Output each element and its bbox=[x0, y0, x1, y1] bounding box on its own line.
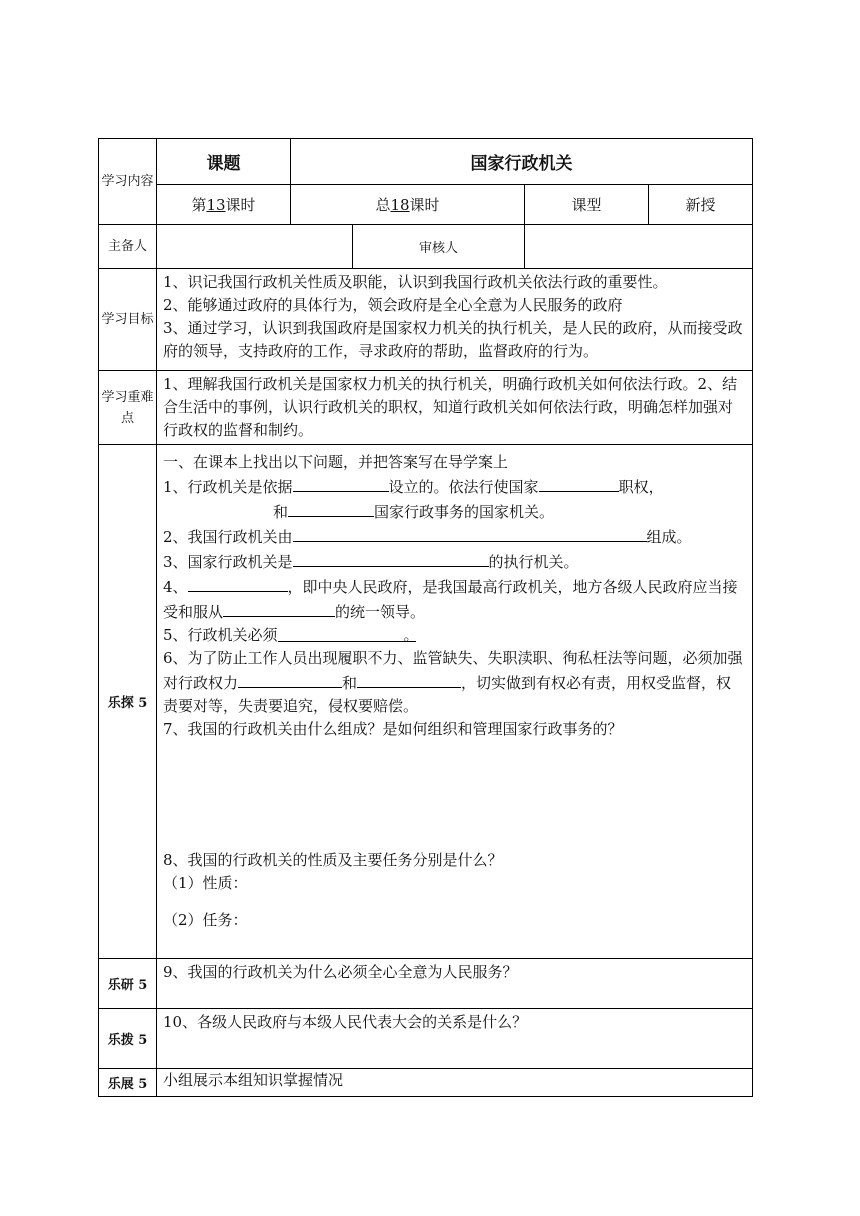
total-lessons-cell: 总18课时 bbox=[291, 185, 525, 225]
blank[interactable] bbox=[357, 670, 461, 688]
goal-2: 2、能够通过政府的具体行为，领会政府是全心全意为人民服务的政府 bbox=[163, 296, 623, 314]
key-points-label: 学习重难点 bbox=[99, 371, 157, 445]
question-8: 8、我国的行政机关的性质及主要任务分别是什么？ bbox=[163, 851, 503, 869]
blank[interactable] bbox=[293, 524, 647, 542]
question-9: 9、我国的行政机关为什么必须全心全意为人民服务？ bbox=[157, 959, 753, 1009]
key-points-text: 1、理解我国行政机关是国家权力机关的执行机关，明确行政机关如何依法行政。2、结合生活中的事例，认识行政机关的职权，知道行政机关如何依法行政，明确怎样加强对行政权的监督和制约。 bbox=[157, 371, 753, 445]
guide-label: 乐拨 5 bbox=[99, 1009, 157, 1069]
blank[interactable] bbox=[238, 670, 342, 688]
research-label: 乐研 5 bbox=[99, 959, 157, 1009]
lesson-number: 13 bbox=[206, 196, 226, 214]
study-sheet bbox=[98, 138, 752, 1097]
goal-3: 3、通过学习，认识到我国政府是国家权力机关的执行机关，是人民的政府，从而接受政府的领导，支持政府的工作，寻求政府的帮助，监督政府的行为。 bbox=[163, 319, 743, 360]
lesson-number-cell: 第13课时 bbox=[157, 185, 291, 225]
type-label: 课型 bbox=[525, 185, 649, 225]
study-table bbox=[98, 138, 753, 1097]
goal-1: 1、识记我国行政机关性质及职能，认识到我国行政机关依法行政的重要性。 bbox=[163, 273, 668, 291]
question-4: 4、 ，即中央人民政府，是我国最高行政机关，地方各级人民政府应当接受和服从 的统一领导。 bbox=[163, 574, 746, 624]
question-8-tasks: （2）任务： bbox=[163, 911, 248, 929]
question-1-cont: 和 国家行政事务的国家机关。 bbox=[163, 499, 746, 524]
preparer-label: 主备人 bbox=[99, 225, 157, 269]
blank[interactable] bbox=[223, 599, 335, 617]
question-5: 5、行政机关必须 。 bbox=[163, 626, 419, 644]
topic-label: 课题 bbox=[157, 139, 291, 185]
blank[interactable]: 。 bbox=[278, 624, 416, 642]
reviewer-value bbox=[525, 225, 753, 269]
type-value: 新授 bbox=[649, 185, 753, 225]
show-label: 乐展 5 bbox=[99, 1069, 157, 1097]
explore-content bbox=[157, 445, 753, 959]
goals-label: 学习目标 bbox=[99, 269, 157, 371]
explore-intro: 一、在课本上找出以下问题，并把答案写在导学案上 bbox=[163, 453, 509, 471]
preparer-value bbox=[157, 225, 353, 269]
total-lessons: 18 bbox=[390, 196, 410, 214]
question-1: 1、行政机关是依据 设立的。依法行使国家 职权， bbox=[163, 474, 746, 499]
goals-content bbox=[157, 269, 753, 371]
answer-space[interactable] bbox=[163, 741, 746, 849]
explore-label: 乐探 5 bbox=[99, 445, 157, 959]
show-text: 小组展示本组知识掌握情况 bbox=[157, 1069, 753, 1097]
question-6: 6、为了防止工作人员出现履职不力、监管缺失、失职渎职、徇私枉法等问题，必须加强对行政权力 和 ，切实做到有权必有责，用权受监督，权责要对等，失责要追究，侵权要赔偿。 bbox=[163, 649, 743, 715]
question-10: 10、各级人民政府与本级人民代表大会的关系是什么？ bbox=[157, 1009, 753, 1069]
topic-value: 国家行政机关 bbox=[291, 139, 753, 185]
blank[interactable] bbox=[188, 574, 288, 592]
question-7: 7、我国的行政机关由什么组成？是如何组织和管理国家行政事务的？ bbox=[163, 720, 623, 738]
question-3: 3、国家行政机关是 的执行机关。 bbox=[163, 549, 746, 574]
blank[interactable] bbox=[293, 474, 389, 492]
section-label: 学习内容 bbox=[99, 139, 157, 225]
blank[interactable] bbox=[288, 499, 374, 517]
question-8-nature: （1）性质： bbox=[163, 874, 248, 892]
blank[interactable] bbox=[293, 549, 489, 567]
blank[interactable] bbox=[539, 474, 619, 492]
question-2: 2、我国行政机关由 组成。 bbox=[163, 524, 746, 549]
reviewer-label: 审核人 bbox=[353, 225, 525, 269]
